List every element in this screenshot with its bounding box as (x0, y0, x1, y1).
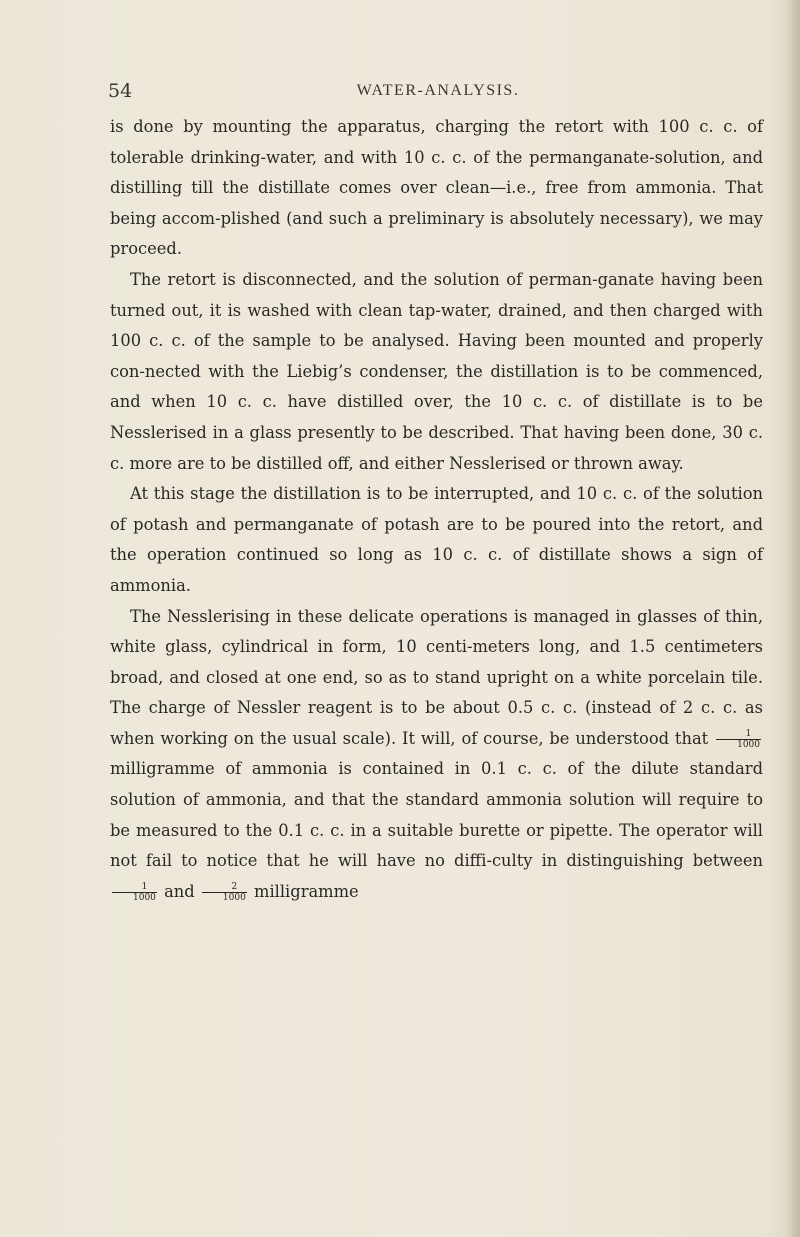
conjunction-and: and (164, 881, 195, 901)
fraction-denominator: 1000 (202, 892, 247, 903)
fraction-denominator: 1000 (716, 739, 761, 750)
fraction-denominator: 1000 (112, 892, 157, 903)
body-text (110, 112, 763, 907)
fraction-two-thousandths (202, 882, 247, 903)
paragraph-4-text-middle: milligramme of ammonia is contained in 0.1 c. c. of the dilute standard solution of ammonia, and that the standard ammonia solution will require to be measured to the 0.1 c. c. in a suitable burette or pipette. The operator will not fail to notice that he will have no diffi-culty in distinguishing between (110, 759, 763, 871)
paragraph-4-text-before: The Nesslerising in these delicate operations is managed in glasses of thin, white glass, cylindrical in form, 10 centi-meters long, and 1.5 centimeters broad, and closed at one end, so as to stand upright on a white porcelain tile. The charge of Nessler reagent is to be about 0.5 c. c. (instead of 2 c. c. as when working on the usual scale). It will, of course, be understood that (110, 606, 763, 748)
fraction-one-thousandth (716, 729, 761, 750)
paragraph-3: At this stage the distillation is to be interrupted, and 10 c. c. of the solution of potash and permanganate of potash are to be poured into the retort, and the operation continued so long as 10 c. c. of distillate shows a sign of ammonia. (110, 484, 763, 595)
page-header (108, 80, 768, 106)
fraction-numerator: 2 (231, 881, 238, 892)
fraction-numerator: 1 (141, 881, 148, 892)
page-edge-shadow (786, 0, 800, 1237)
paragraph-2: The retort is disconnected, and the solution of perman-ganate having been turned out, it is washed with clean tap-water, drained, and then charged with 100 c. c. of the sample to be analysed. Having been mounted and properly con-nected with the Liebig’s condenser, the distillation is to be commenced, and when 10 c. c. have distilled over, the 10 c. c. of distillate is to be Nesslerised in a glass presently to be described. That having been done, 30 c. c. more are to be distilled off, and either Nesslerised or thrown away. (110, 269, 763, 473)
fraction-numerator: 1 (745, 729, 752, 740)
running-head: WATER-ANALYSIS. (356, 82, 520, 99)
paragraph-1: is done by mounting the apparatus, charging the retort with 100 c. c. of tolerable drinking-water, and with 10 c. c. of the permanganate-solution, and distilling till the distillate comes over clean—i.e., free from ammonia. That being accom-plished (and such a preliminary is absolutely necessary), we may proceed. (110, 117, 763, 259)
fraction-one-thousandth-second (112, 882, 157, 903)
page-number: 54 (108, 80, 133, 102)
paragraph-4-text-after: milligramme (254, 881, 359, 901)
paragraph-4 (110, 602, 763, 908)
